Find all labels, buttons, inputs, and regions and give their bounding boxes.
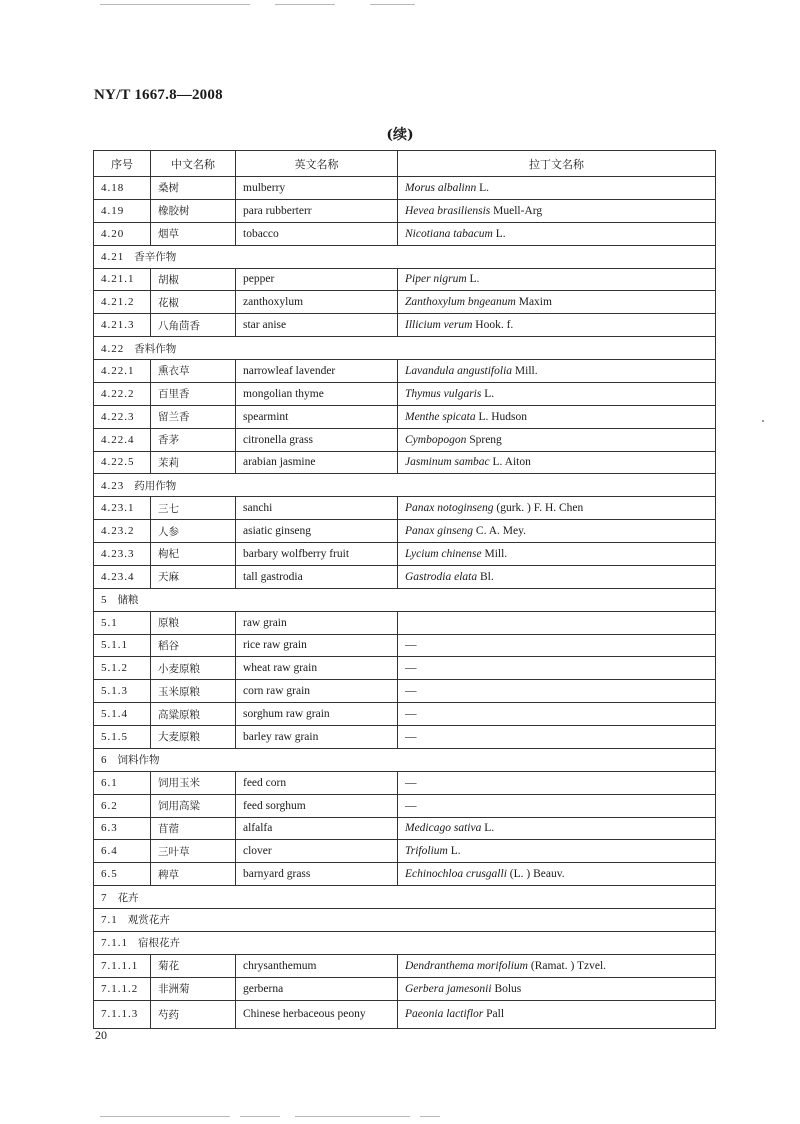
cell-chinese-name: 非洲菊 (151, 977, 236, 1000)
cell-latin-name (398, 703, 716, 726)
cell-number: 6.3 (94, 817, 151, 840)
latin-authority: — (405, 730, 417, 743)
cell-chinese-name: 苜蓿 (151, 817, 236, 840)
cell-latin-name (398, 1000, 716, 1028)
cell-chinese-name: 三七 (151, 497, 236, 520)
latin-authority: Bl. (477, 570, 494, 583)
cell-english-name: sorghum raw grain (236, 703, 398, 726)
group-number: 7.1 (101, 914, 118, 927)
table-row (94, 451, 716, 474)
cell-latin-name (398, 817, 716, 840)
cell-latin-name (398, 360, 716, 383)
cell-chinese-name: 菊花 (151, 954, 236, 977)
latin-genus-species: Medicago sativa (405, 822, 482, 835)
cell-chinese-name: 胡椒 (151, 268, 236, 291)
group-heading-cell (94, 474, 716, 497)
cell-chinese-name: 熏衣草 (151, 360, 236, 383)
cell-english-name: citronella grass (236, 428, 398, 451)
cell-latin-name (398, 177, 716, 200)
cell-english-name: barley raw grain (236, 726, 398, 749)
table-row (94, 382, 716, 405)
table-row (94, 565, 716, 588)
table-group-row (94, 474, 716, 497)
latin-authority: Maxim (515, 296, 552, 309)
latin-authority: L. (481, 387, 495, 400)
latin-authority: Pall (483, 1008, 505, 1020)
cell-english-name: arabian jasmine (236, 451, 398, 474)
cell-latin-name (398, 680, 716, 703)
table-row (94, 611, 716, 634)
cell-english-name: rice raw grain (236, 634, 398, 657)
cell-number: 4.22.2 (94, 382, 151, 405)
table-group-row (94, 337, 716, 360)
group-chinese-name: 储粮 (117, 594, 139, 607)
latin-authority: (gurk. ) F. H. Chen (493, 502, 584, 515)
cell-english-name: zanthoxylum (236, 291, 398, 314)
cell-latin-name (398, 314, 716, 337)
group-heading-cell (94, 337, 716, 360)
latin-authority: C. A. Mey. (473, 525, 526, 538)
latin-genus-species: Nicotiana tabacum (405, 227, 493, 240)
latin-genus-species: Menthe spicata (405, 410, 476, 423)
cell-latin-name (398, 794, 716, 817)
cell-english-name: tobacco (236, 222, 398, 245)
latin-authority: Hook. f. (472, 319, 514, 332)
table-row (94, 405, 716, 428)
group-heading-cell (94, 909, 716, 932)
table-row (94, 840, 716, 863)
cell-latin-name (398, 657, 716, 680)
cell-chinese-name: 人参 (151, 520, 236, 543)
cell-number: 7.1.1.1 (94, 954, 151, 977)
cell-latin-name (398, 726, 716, 749)
table-group-row (94, 931, 716, 954)
table-row (94, 794, 716, 817)
cell-chinese-name: 枸杞 (151, 543, 236, 566)
table-group-row (94, 909, 716, 932)
scan-line (275, 4, 335, 5)
cell-english-name: mongolian thyme (236, 382, 398, 405)
cell-chinese-name: 茉莉 (151, 451, 236, 474)
latin-genus-species: Trifolium (405, 845, 448, 858)
cell-number: 7.1.1.2 (94, 977, 151, 1000)
cell-english-name: corn raw grain (236, 680, 398, 703)
latin-authority: L. Hudson (475, 410, 528, 423)
cell-latin-name (398, 520, 716, 543)
cell-number: 5.1.3 (94, 680, 151, 703)
group-heading-cell (94, 588, 716, 611)
cell-latin-name (398, 565, 716, 588)
cell-chinese-name: 桑树 (151, 177, 236, 200)
latin-authority: (Ramat. ) Tzvel. (527, 959, 607, 972)
latin-genus-species: Paeonia lactiflor (405, 1008, 484, 1020)
cell-english-name: alfalfa (236, 817, 398, 840)
latin-authority: Mill. (481, 547, 508, 560)
latin-authority: — (405, 776, 417, 789)
cell-chinese-name: 玉米原粮 (151, 680, 236, 703)
cell-number: 4.21.3 (94, 314, 151, 337)
cell-number: 4.23.1 (94, 497, 151, 520)
cell-number: 5.1.2 (94, 657, 151, 680)
table-row (94, 177, 716, 200)
cell-number: 4.22.5 (94, 451, 151, 474)
cell-latin-name (398, 771, 716, 794)
latin-authority: L. Aiton (489, 456, 531, 469)
table-row (94, 520, 716, 543)
latin-genus-species: Echinochloa crusgalli (405, 868, 507, 881)
cell-latin-name (398, 382, 716, 405)
cell-english-name: asiatic ginseng (236, 520, 398, 543)
cell-number: 6.2 (94, 794, 151, 817)
cell-number: 5.1.4 (94, 703, 151, 726)
group-chinese-name: 香料作物 (134, 342, 177, 355)
cell-number: 4.19 (94, 199, 151, 222)
cell-chinese-name: 稻谷 (151, 634, 236, 657)
cell-english-name: raw grain (236, 611, 398, 634)
table-row (94, 291, 716, 314)
latin-authority: Muell-Arg (490, 204, 543, 217)
table-group-row (94, 886, 716, 909)
column-header-english-name: 英文名称 (236, 151, 398, 177)
cell-english-name: star anise (236, 314, 398, 337)
latin-authority: L. (492, 227, 506, 240)
latin-authority: L. (447, 845, 461, 858)
table-row (94, 703, 716, 726)
cell-number: 6.4 (94, 840, 151, 863)
cell-number: 4.23.4 (94, 565, 151, 588)
latin-genus-species: Panax notoginseng (405, 502, 494, 515)
cell-chinese-name: 三叶草 (151, 840, 236, 863)
cell-chinese-name: 香茅 (151, 428, 236, 451)
table-row (94, 726, 716, 749)
cell-number: 4.23.2 (94, 520, 151, 543)
latin-authority: — (405, 639, 417, 652)
latin-genus-species: Lycium chinense (405, 547, 482, 560)
cell-chinese-name: 烟草 (151, 222, 236, 245)
cell-latin-name (398, 222, 716, 245)
group-number: 7 (101, 891, 108, 904)
latin-genus-species: Zanthoxylum bngeanum (405, 296, 516, 309)
table-group-row (94, 588, 716, 611)
cell-chinese-name: 饲用玉米 (151, 771, 236, 794)
page-number: 20 (95, 1028, 107, 1042)
latin-authority: — (405, 662, 417, 675)
cell-number: 4.22.3 (94, 405, 151, 428)
cell-number: 4.22.4 (94, 428, 151, 451)
latin-genus-species: Panax ginseng (405, 525, 474, 538)
table-row (94, 360, 716, 383)
group-number: 6 (101, 754, 108, 767)
column-header-number: 序号 (94, 151, 151, 177)
standard-code: NY/T 1667.8—2008 (94, 87, 223, 103)
cell-chinese-name: 小麦原粮 (151, 657, 236, 680)
table-row (94, 543, 716, 566)
cell-number: 5.1.1 (94, 634, 151, 657)
latin-genus-species: Morus albalinn (405, 181, 477, 194)
cell-latin-name (398, 611, 716, 634)
scan-line (420, 1116, 440, 1117)
cell-chinese-name: 橡胶树 (151, 199, 236, 222)
latin-genus-species: Piper nigrum (405, 273, 467, 286)
cell-number: 4.20 (94, 222, 151, 245)
latin-genus-species: Gastrodia elata (405, 570, 478, 583)
cell-number: 5.1.5 (94, 726, 151, 749)
table-row (94, 497, 716, 520)
table-row (94, 634, 716, 657)
latin-authority: — (405, 685, 417, 698)
table-group-row (94, 748, 716, 771)
cell-number: 4.23.3 (94, 543, 151, 566)
cell-number: 4.22.1 (94, 360, 151, 383)
cell-chinese-name: 花椒 (151, 291, 236, 314)
scan-line (100, 4, 250, 5)
table-body (94, 177, 716, 1029)
group-chinese-name: 花卉 (117, 891, 139, 904)
latin-authority: Mill. (512, 364, 538, 377)
latin-authority: — (405, 799, 417, 812)
crop-names-table (93, 150, 716, 1029)
table-row (94, 1000, 716, 1028)
scan-line (100, 1116, 230, 1117)
table-group-row (94, 245, 716, 268)
scan-line (295, 1116, 410, 1117)
group-chinese-name: 饲料作物 (117, 754, 160, 767)
group-chinese-name: 观赏花卉 (127, 914, 170, 927)
cell-english-name: mulberry (236, 177, 398, 200)
group-number: 4.23 (101, 479, 125, 492)
column-header-chinese-name: 中文名称 (151, 151, 236, 177)
cell-chinese-name: 芍药 (151, 1000, 236, 1028)
cell-latin-name (398, 863, 716, 886)
cell-chinese-name: 天麻 (151, 565, 236, 588)
cell-chinese-name: 大麦原粮 (151, 726, 236, 749)
cell-number: 5.1 (94, 611, 151, 634)
group-number: 4.21 (101, 251, 125, 264)
latin-genus-species: Jasminum sambac (405, 456, 490, 469)
group-heading-cell (94, 886, 716, 909)
cell-english-name: feed sorghum (236, 794, 398, 817)
table-row (94, 817, 716, 840)
cell-latin-name (398, 634, 716, 657)
cell-chinese-name: 百里香 (151, 382, 236, 405)
cell-english-name: chrysanthemum (236, 954, 398, 977)
cell-latin-name (398, 977, 716, 1000)
cell-latin-name (398, 543, 716, 566)
latin-authority: Spreng (466, 433, 502, 446)
latin-authority: (L. ) Beauv. (506, 868, 565, 881)
cell-chinese-name: 留兰香 (151, 405, 236, 428)
cell-number: 4.21.2 (94, 291, 151, 314)
cell-english-name: sanchi (236, 497, 398, 520)
table-row (94, 222, 716, 245)
latin-genus-species: Hevea brasiliensis (405, 204, 491, 217)
table-row (94, 977, 716, 1000)
cell-latin-name (398, 199, 716, 222)
cell-latin-name (398, 497, 716, 520)
cell-latin-name (398, 451, 716, 474)
group-heading-cell (94, 245, 716, 268)
cell-english-name: narrowleaf lavender (236, 360, 398, 383)
cell-chinese-name: 饲用高粱 (151, 794, 236, 817)
latin-authority: L. (481, 822, 495, 835)
cell-latin-name (398, 840, 716, 863)
table-row (94, 428, 716, 451)
latin-genus-species: Dendranthema morifolium (405, 959, 528, 972)
group-chinese-name: 宿根花卉 (138, 937, 180, 950)
cell-chinese-name: 稗草 (151, 863, 236, 886)
table-row (94, 657, 716, 680)
cell-chinese-name: 八角茴香 (151, 314, 236, 337)
latin-authority: — (405, 708, 417, 721)
cell-latin-name (398, 268, 716, 291)
table-row (94, 771, 716, 794)
table-row (94, 199, 716, 222)
cell-english-name: tall gastrodia (236, 565, 398, 588)
scan-speck (762, 420, 764, 422)
group-chinese-name: 药用作物 (134, 479, 177, 492)
cell-english-name: barnyard grass (236, 863, 398, 886)
cell-latin-name (398, 291, 716, 314)
cell-english-name: clover (236, 840, 398, 863)
group-heading-cell (94, 748, 716, 771)
cell-latin-name (398, 428, 716, 451)
cell-chinese-name: 原粮 (151, 611, 236, 634)
table-row (94, 314, 716, 337)
latin-authority: Bolus (491, 982, 522, 995)
latin-genus-species: Thymus vulgaris (405, 387, 482, 400)
cell-english-name: Chinese herbaceous peony (236, 1000, 398, 1028)
cell-latin-name (398, 954, 716, 977)
cell-chinese-name: 高粱原粮 (151, 703, 236, 726)
cell-number: 4.18 (94, 177, 151, 200)
cell-english-name: gerberna (236, 977, 398, 1000)
group-heading-cell (94, 931, 716, 954)
cell-number: 4.21.1 (94, 268, 151, 291)
table-row (94, 954, 716, 977)
group-number: 4.22 (101, 342, 125, 355)
group-chinese-name: 香辛作物 (134, 251, 177, 264)
latin-genus-species: Illicium verum (405, 319, 473, 332)
table-row (94, 863, 716, 886)
latin-authority: L. (476, 181, 490, 194)
cell-latin-name (398, 405, 716, 428)
column-header-latin-name: 拉丁文名称 (398, 151, 716, 177)
table-row (94, 268, 716, 291)
cell-english-name: feed corn (236, 771, 398, 794)
cell-english-name: pepper (236, 268, 398, 291)
group-number: 5 (101, 594, 108, 607)
cell-number: 6.5 (94, 863, 151, 886)
latin-authority: L. (466, 273, 480, 286)
table-continued-label: (续) (386, 127, 414, 143)
scan-line (240, 1116, 280, 1117)
latin-genus-species: Lavandula angustifolia (405, 364, 513, 377)
scan-line (370, 4, 415, 5)
cell-english-name: spearmint (236, 405, 398, 428)
cell-english-name: wheat raw grain (236, 657, 398, 680)
group-number: 7.1.1 (101, 937, 128, 950)
cell-english-name: para rubberterr (236, 199, 398, 222)
latin-genus-species: Gerbera jamesonii (405, 982, 492, 995)
cell-english-name: barbary wolfberry fruit (236, 543, 398, 566)
cell-number: 7.1.1.3 (94, 1000, 151, 1028)
latin-genus-species: Cymbopogon (405, 433, 467, 446)
cell-number: 6.1 (94, 771, 151, 794)
table-row (94, 680, 716, 703)
table-header-row (94, 151, 716, 177)
